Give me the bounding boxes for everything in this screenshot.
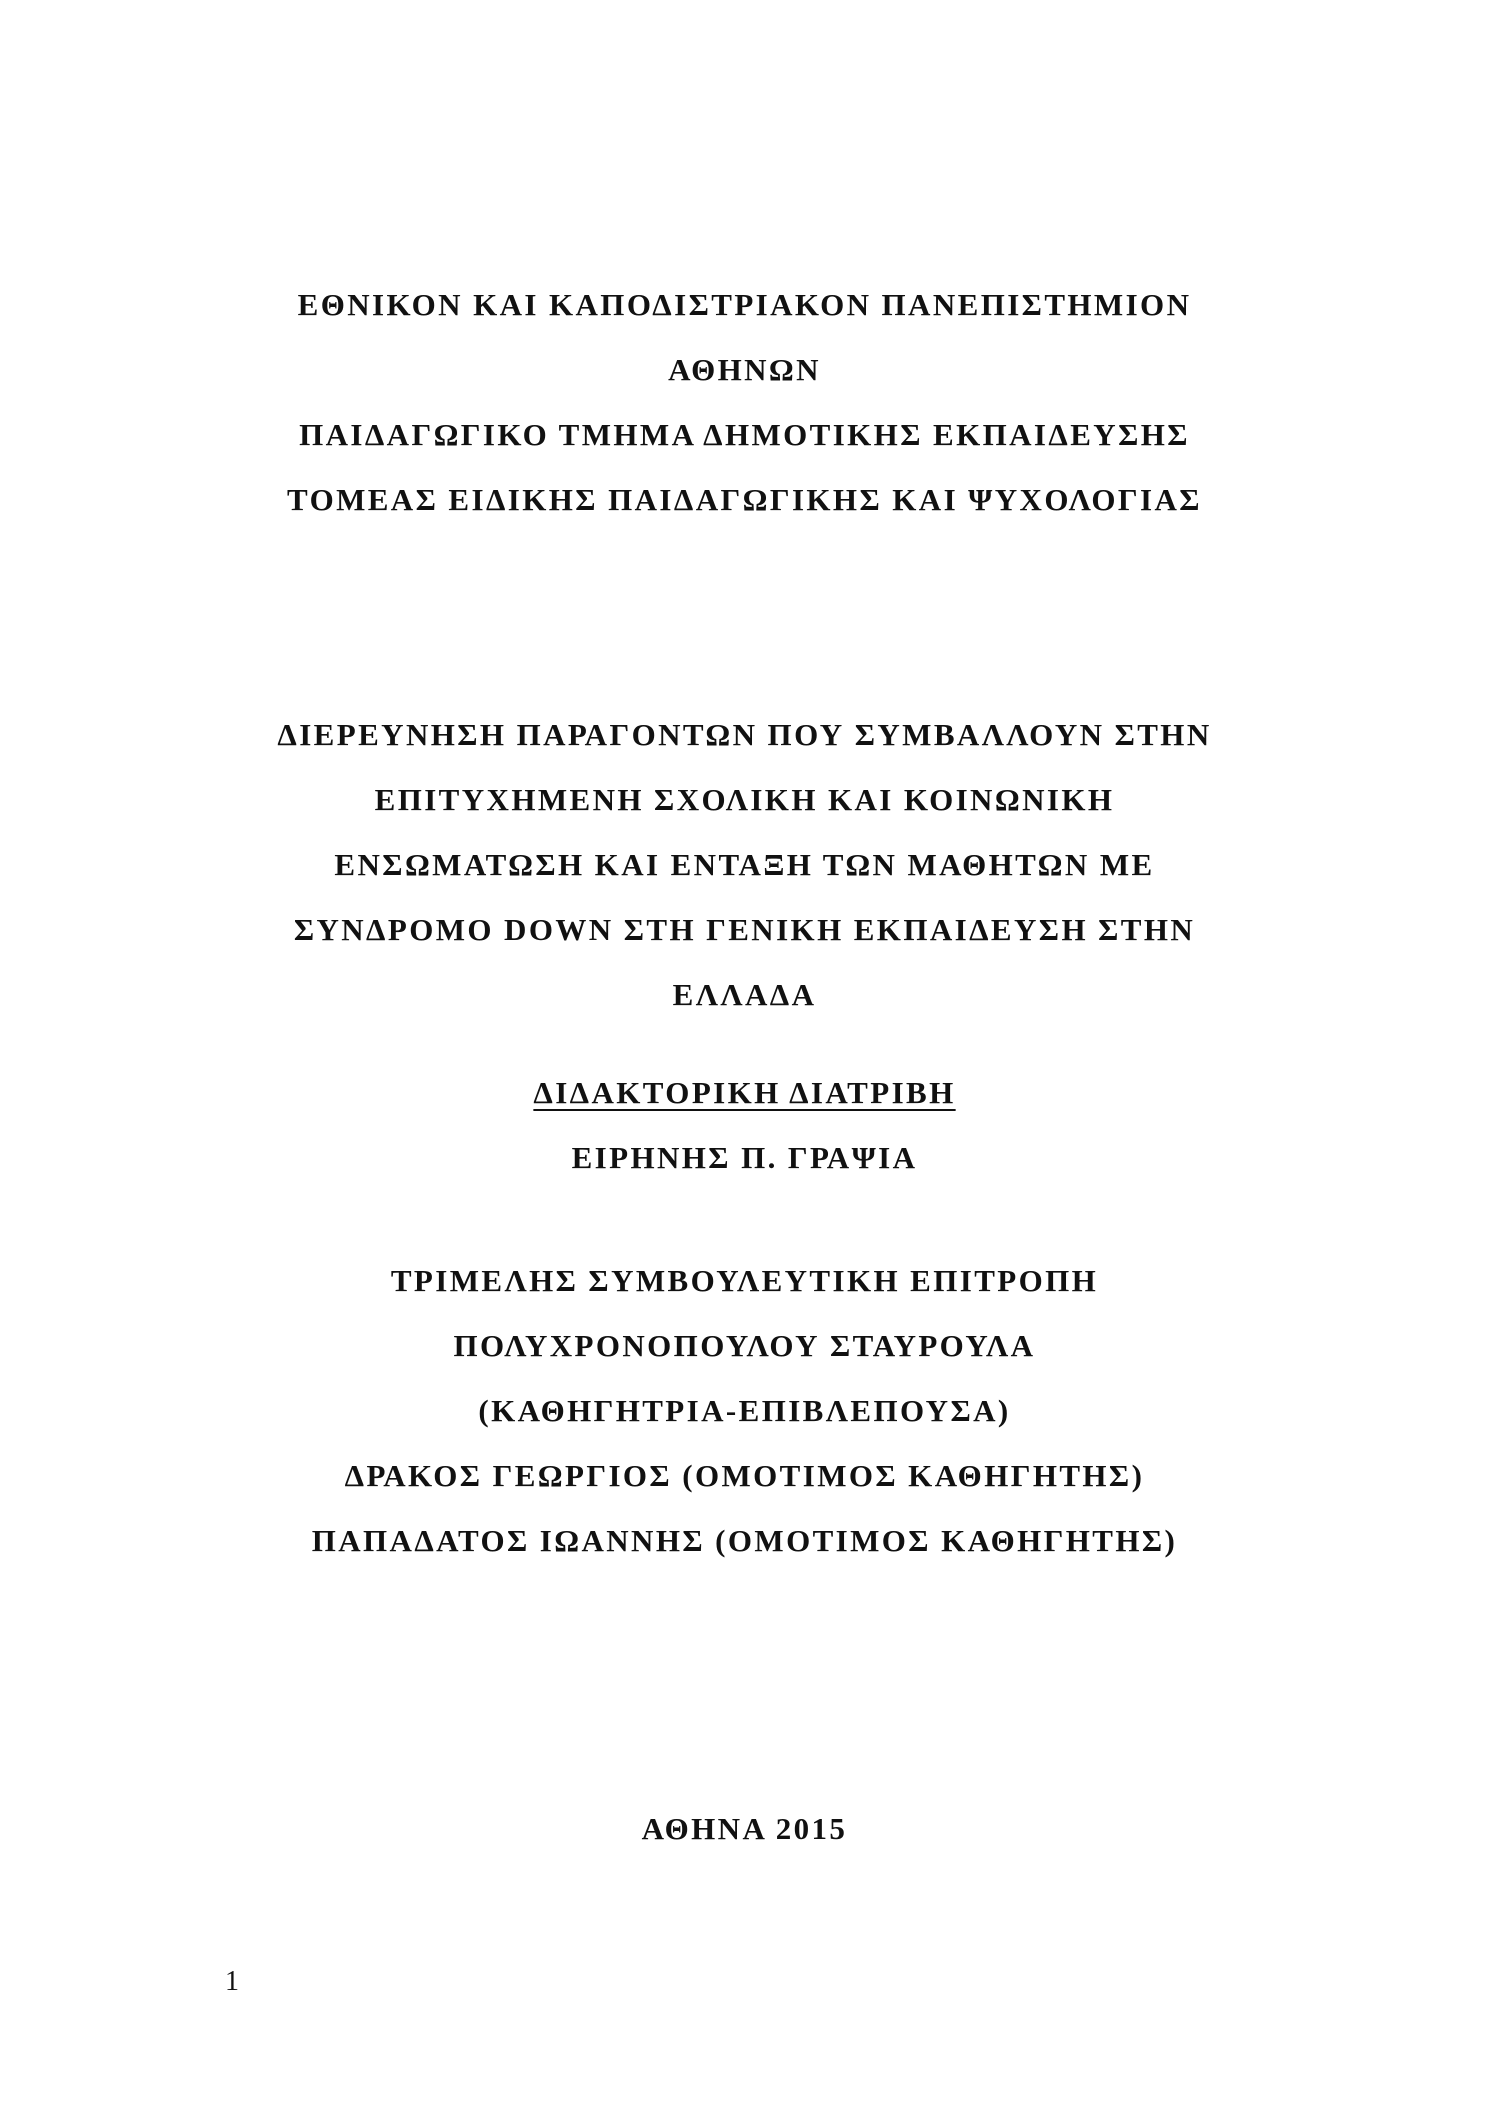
place-year-text: ΑΘΗΝΑ 2015 <box>641 1811 848 1846</box>
thesis-title <box>0 702 1489 1027</box>
committee-member-line: ΔΡΑΚΟΣ ΓΕΩΡΓΙΟΣ (ΟΜΟΤΙΜΟΣ ΚΑΘΗΓΗΤΗΣ) <box>344 1458 1145 1493</box>
committee-member-line: (ΚΑΘΗΓΗΤΡΙΑ-ΕΠΙΒΛΕΠΟΥΣΑ) <box>478 1393 1011 1428</box>
thesis-title-line: ΕΛΛΑΔΑ <box>672 977 817 1012</box>
committee-member-line: ΠΑΠΑΔΑΤΟΣ ΙΩΑΝΝΗΣ (ΟΜΟΤΙΜΟΣ ΚΑΘΗΓΗΤΗΣ) <box>311 1523 1178 1558</box>
university-header <box>0 272 1489 532</box>
author-name: ΕΙΡΗΝΗΣ Π. ΓΡΑΨΙΑ <box>571 1140 918 1175</box>
page-number: 1 <box>225 1966 239 1997</box>
sector-line: ΤΟΜΕΑΣ ΕΙΔΙΚΗΣ ΠΑΙΔΑΓΩΓΙΚΗΣ ΚΑΙ ΨΥΧΟΛΟΓΙΑΣ <box>287 482 1202 517</box>
advisory-committee <box>0 1248 1489 1573</box>
place-and-year <box>0 1796 1489 1861</box>
document-type: ΔΙΔΑΚΤΟΡΙΚΗ ΔΙΑΤΡΙΒΗ <box>533 1075 956 1110</box>
committee-member-line: ΠΟΛΥΧΡΟΝΟΠΟΥΛΟΥ ΣΤΑΥΡΟΥΛΑ <box>453 1328 1036 1363</box>
document-type-section <box>0 1060 1489 1190</box>
university-name-line: ΕΘΝΙΚΟΝ ΚΑΙ ΚΑΠΟΔΙΣΤΡΙΑΚΟΝ ΠΑΝΕΠΙΣΤΗΜΙΟΝ <box>297 287 1192 322</box>
thesis-title-line: ΕΝΣΩΜΑΤΩΣΗ ΚΑΙ ΕΝΤΑΞΗ ΤΩΝ ΜΑΘΗΤΩΝ ΜΕ <box>334 847 1155 882</box>
thesis-title-line: ΕΠΙΤΥΧΗΜΕΝΗ ΣΧΟΛΙΚΗ ΚΑΙ ΚΟΙΝΩΝΙΚΗ <box>374 782 1115 817</box>
committee-heading: ΤΡΙΜΕΛΗΣ ΣΥΜΒΟΥΛΕΥΤΙΚΗ ΕΠΙΤΡΟΠΗ <box>390 1263 1099 1298</box>
department-line: ΠΑΙΔΑΓΩΓΙΚΟ ΤΜΗΜΑ ΔΗΜΟΤΙΚΗΣ ΕΚΠΑΙΔΕΥΣΗΣ <box>299 417 1190 452</box>
thesis-title-line: ΔΙΕΡΕΥΝΗΣΗ ΠΑΡΑΓΟΝΤΩΝ ΠΟΥ ΣΥΜΒΑΛΛΟΥΝ ΣΤΗΝ <box>277 717 1212 752</box>
university-city-line: ΑΘΗΝΩΝ <box>668 352 821 387</box>
thesis-title-line: ΣΥΝΔΡΟΜΟ DOWN ΣΤΗ ΓΕΝΙΚΗ ΕΚΠΑΙΔΕΥΣΗ ΣΤΗΝ <box>293 912 1196 947</box>
